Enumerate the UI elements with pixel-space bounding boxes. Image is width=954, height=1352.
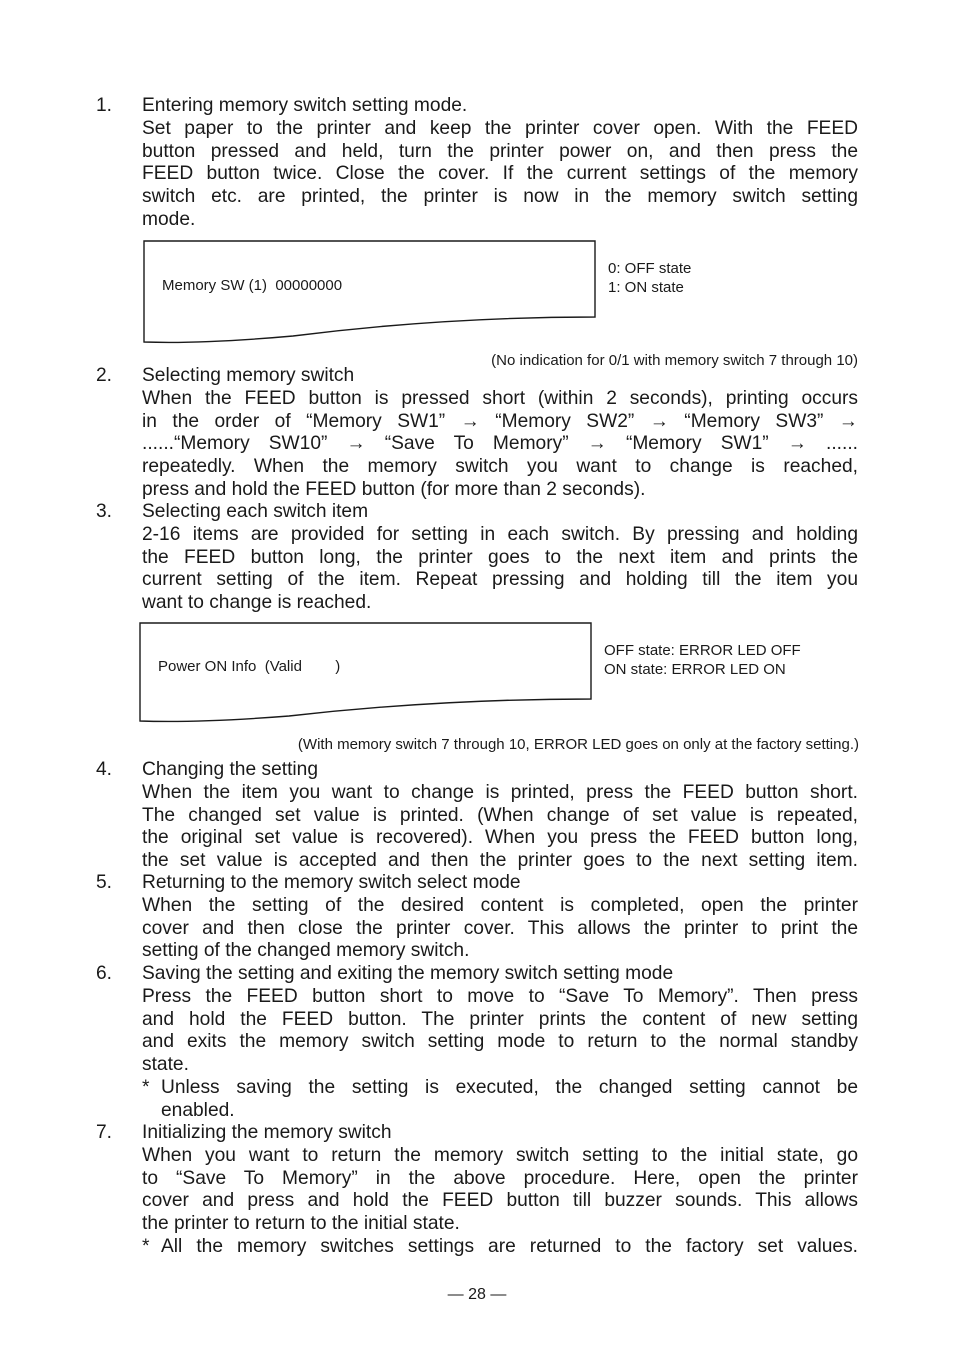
step-text-line: When the item you want to change is printed, press the FEED button short. [142, 781, 858, 803]
step-3 [96, 501, 858, 621]
printout-caption: (No indication for 0/1 with memory switch 7 through 10) [491, 352, 858, 369]
printout-sample-memory-sw [143, 240, 597, 348]
step-body [142, 365, 858, 502]
printout-text: Memory SW (1) 00000000 [162, 277, 343, 294]
step-body [142, 95, 858, 232]
step-text-line: button pressed and held, turn the printer power on, and then press the [142, 140, 858, 162]
note-asterisk: * [142, 1076, 150, 1098]
step-text-line: repeatedly. When the memory switch you want to change is reached, [142, 456, 858, 478]
step-number: 7. [96, 1122, 113, 1143]
step-7 [96, 1122, 858, 1262]
step-text-line: the printer to return to the initial state. [142, 1213, 460, 1235]
step-text-line: the original set value is recovered). When you press the FEED button long, [142, 827, 858, 849]
step-text-line: state. [142, 1054, 189, 1076]
printout-sample-power-on-info [139, 622, 593, 726]
step-text-line: When the FEED button is pressed short (within 2 seconds), printing occurs [142, 387, 858, 409]
step-body [142, 1122, 858, 1259]
step-text-line: When the setting of the desired content is completed, open the printer [142, 894, 858, 916]
step-body [142, 963, 858, 1123]
step-text-line: The changed set value is printed. (When change of set value is repeated, [142, 804, 858, 826]
step-text-line: the FEED button long, the printer goes to the next item and prints the [142, 546, 858, 568]
step-text-line: switch etc. are printed, the printer is now in the memory switch setting [142, 186, 858, 208]
legend-on: ON state: ERROR LED ON [604, 661, 786, 678]
printout-text: Power ON Info (Valid ) [158, 658, 341, 675]
step-title: Returning to the memory switch select mode [142, 872, 521, 893]
step-number: 6. [96, 963, 113, 984]
step-text-line: cover and then close the printer cover. This allows the printer to print the [142, 917, 858, 939]
step-title: Initializing the memory switch [142, 1122, 392, 1143]
step-number: 3. [96, 501, 113, 522]
step-text-line: press and hold the FEED button (for more than 2 seconds). [142, 478, 646, 500]
step-body [142, 759, 858, 873]
step-note [142, 1077, 858, 1123]
printout-legend [604, 641, 801, 679]
printout-legend [608, 259, 691, 297]
step-text-line: Press the FEED button short to move to “Save To Memory”. Then press [142, 985, 858, 1007]
step-text-line: current setting of the item. Repeat pressing and holding till the item you [142, 569, 858, 591]
step-text-line: and exits the memory switch setting mode to return to the normal standby [142, 1031, 858, 1053]
step-text-line: and hold the FEED button. The printer prints the content of new setting [142, 1008, 858, 1030]
step-title: Saving the setting and exiting the memory switch setting mode [142, 963, 674, 984]
step-title: Selecting memory switch [142, 365, 355, 386]
step-text-line: 2-16 items are provided for setting in each switch. By pressing and holding [142, 523, 858, 545]
step-text-line: FEED button twice. Close the cover. If the current settings of the memory [142, 163, 858, 185]
step-text-line: Set paper to the printer and keep the printer cover open. With the FEED [142, 117, 858, 139]
step-body [142, 501, 858, 615]
step-text-line: in the order of “Memory SW1” → “Memory SW2” → “Memory SW3” → [142, 410, 858, 432]
note-text-line: Unless saving the setting is executed, the changed setting cannot be [161, 1076, 858, 1098]
legend-off: 0: OFF state [608, 260, 692, 277]
step-text-line: mode. [142, 208, 196, 230]
step-number: 5. [96, 872, 113, 893]
legend-on: 1: ON state [608, 279, 684, 296]
step-text-line: When you want to return the memory switch setting to the initial state, go [142, 1144, 858, 1166]
step-note [142, 1236, 858, 1259]
step-text-line: want to change is reached. [142, 592, 372, 614]
step-body [142, 872, 858, 963]
step-2 [96, 365, 858, 505]
step-4 [96, 759, 858, 874]
step-6 [96, 963, 858, 1123]
note-text-line: All the memory switches settings are returned to the factory set values. [161, 1235, 858, 1257]
step-text-line: to “Save To Memory” in the above procedure. Here, open the printer [142, 1167, 858, 1189]
step-5 [96, 872, 858, 964]
step-text-line: the set value is accepted and then the printer goes to the next setting item. [142, 850, 858, 872]
step-text-line: ......“Memory SW10” → “Save To Memory” → “Memory SW1” → ...... [142, 433, 858, 455]
note-text-line: enabled. [161, 1099, 235, 1121]
step-title: Selecting each switch item [142, 501, 369, 522]
step-title: Changing the setting [142, 759, 319, 780]
step-text-line: cover and press and hold the FEED button till buzzer sounds. This allows [142, 1190, 858, 1212]
step-1 [96, 95, 858, 235]
step-text-line: setting of the changed memory switch. [142, 940, 470, 962]
step-number: 1. [96, 95, 113, 116]
page-number: — 28 — [447, 1286, 507, 1303]
note-asterisk: * [142, 1235, 150, 1257]
printout-caption: (With memory switch 7 through 10, ERROR LED goes on only at the factory setting.) [297, 736, 859, 753]
legend-off: OFF state: ERROR LED OFF [604, 642, 801, 659]
step-number: 2. [96, 365, 113, 386]
step-title: Entering memory switch setting mode. [142, 95, 468, 116]
step-number: 4. [96, 759, 113, 780]
